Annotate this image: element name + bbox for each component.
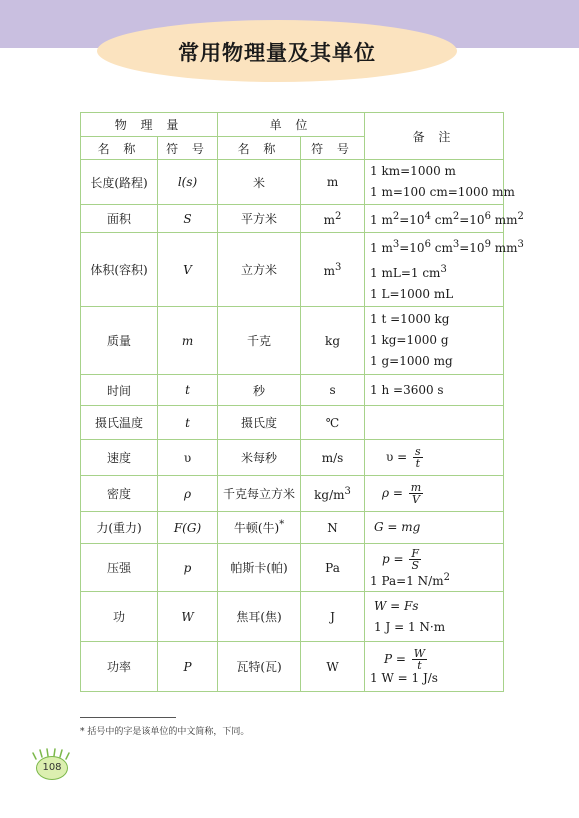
remark-cell	[365, 592, 504, 642]
header-name: 名 称	[81, 137, 158, 160]
quantity-symbol: F(G)	[158, 512, 218, 544]
header-symbol: 符 号	[158, 137, 218, 160]
table-row	[81, 592, 504, 642]
table-row	[81, 544, 504, 592]
quantity-symbol: p	[158, 544, 218, 592]
remark-cell	[365, 233, 524, 307]
unit-symbol: N	[301, 512, 365, 544]
unit-symbol: m	[323, 263, 336, 278]
remark-line: 1 W = 1 J/s	[370, 671, 438, 685]
quantity-symbol: P	[158, 642, 218, 692]
unit-symbol: s	[301, 375, 365, 406]
quantity-symbol: l(s)	[158, 160, 218, 205]
page-number: 108	[36, 756, 68, 780]
quantity-name: 摄氏温度	[81, 406, 158, 440]
quantity-name: 密度	[81, 476, 158, 512]
unit-name: 帕斯卡(帕)	[218, 544, 301, 592]
header-unit-symbol: 符 号	[301, 137, 365, 160]
density-formula: ρ = $\frac{m}{V}$	[382, 481, 422, 506]
remark-line: W = Fs	[374, 598, 419, 613]
remark-cell	[365, 406, 504, 440]
remark-line: 1 h =3600 s	[370, 382, 444, 397]
remark-line: 1 km=1000 m	[370, 164, 456, 178]
table-row	[81, 307, 504, 375]
unit-symbol-cell: $kg/m^3$	[301, 476, 365, 512]
unit-name: 牛顿(牛)	[233, 521, 280, 535]
remark-cell	[365, 440, 504, 476]
units-table	[80, 112, 524, 692]
unit-name: 瓦特(瓦)	[218, 642, 301, 692]
unit-symbol: Pa	[301, 544, 365, 592]
table-row	[81, 233, 504, 307]
unit-name: 千克	[218, 307, 301, 375]
quantity-symbol: V	[158, 233, 218, 307]
table-row	[81, 375, 504, 406]
unit-name: 立方米	[218, 233, 301, 307]
remark-line: 1 t =1000 kg	[370, 312, 450, 326]
remark-cell	[365, 512, 504, 544]
quantity-name: 体积(容积)	[81, 233, 158, 307]
table-row	[81, 642, 504, 692]
remark-line: 1 kg=1000 g	[370, 333, 449, 347]
quantity-symbol: m	[158, 307, 218, 375]
quantity-name: 面积	[81, 205, 158, 233]
table-row	[81, 440, 504, 476]
table-row	[81, 205, 504, 233]
unit-symbol-cell: $m^2$	[301, 205, 365, 233]
remark-cell	[365, 307, 504, 375]
remark-cell	[365, 160, 515, 205]
header-remark: 备 注	[365, 113, 504, 160]
quantity-symbol: S	[158, 205, 218, 233]
footnote-rule	[80, 717, 176, 718]
unit-name: 平方米	[218, 205, 301, 233]
quantity-symbol: t	[158, 375, 218, 406]
table-row	[81, 476, 504, 512]
quantity-symbol: W	[158, 592, 218, 642]
header-unit: 单 位	[218, 113, 365, 137]
unit-name: 米	[218, 160, 301, 205]
remark-volume-1: 1 $m^3=10^6$ $cm^3=10^9$ $mm^3$	[370, 239, 524, 255]
remark-line: 1 J = 1 N·m	[374, 619, 446, 634]
footnote-marker: *	[80, 727, 85, 737]
quantity-name: 质量	[81, 307, 158, 375]
header-quantity: 物 理 量	[81, 113, 218, 137]
unit-name: 摄氏度	[218, 406, 301, 440]
footnote	[80, 724, 249, 737]
quantity-name: 功	[81, 592, 158, 642]
quantity-symbol: ρ	[158, 476, 218, 512]
quantity-name: 长度(路程)	[81, 160, 158, 205]
remark-line: 1 Pa=1 $N/m^2$	[370, 571, 450, 588]
header-unit-name: 名 称	[218, 137, 301, 160]
unit-symbol: m/s	[301, 440, 365, 476]
remark-cell	[365, 642, 504, 692]
unit-name: 米每秒	[218, 440, 301, 476]
remark-cell	[365, 544, 504, 592]
header-row-1	[81, 113, 504, 137]
unit-symbol-cell: $m^3$	[301, 233, 365, 307]
table-row	[81, 512, 504, 544]
remark-line: 1 m=100 cm=1000 mm	[370, 185, 515, 199]
quantity-symbol: υ	[158, 440, 218, 476]
remark-line: 1 L=1000 mL	[370, 287, 454, 301]
unit-symbol: J	[301, 592, 365, 642]
remark-line: 1 mL=1 $cm^3$	[370, 264, 447, 280]
quantity-name: 功率	[81, 642, 158, 692]
remark-cell	[365, 476, 504, 512]
pressure-formula: p = $\frac{F}{S}$	[382, 546, 420, 572]
remark-cell	[365, 375, 504, 406]
unit-symbol: m	[301, 160, 365, 205]
unit-symbol: kg/m	[314, 487, 345, 502]
quantity-symbol: t	[158, 406, 218, 440]
power-formula: P = $\frac{W}{t}$	[384, 647, 426, 672]
footnote-marker: *	[279, 519, 285, 530]
unit-symbol: m	[323, 212, 336, 227]
remark-cell	[365, 205, 524, 233]
unit-name-cell	[218, 512, 301, 544]
unit-name: 秒	[218, 375, 301, 406]
unit-symbol: kg	[301, 307, 365, 375]
remark-line: 1 g=1000 mg	[370, 354, 453, 368]
remark-area: 1 $m^2=10^4$ $cm^2=10^6$ $mm^2$	[370, 211, 524, 227]
footnote-text: 括号中的字是该单位的中文简称，下同。	[87, 727, 250, 737]
table-row	[81, 160, 504, 205]
quantity-name: 压强	[81, 544, 158, 592]
table-row	[81, 406, 504, 440]
unit-name: 千克每立方米	[218, 476, 301, 512]
quantity-name: 时间	[81, 375, 158, 406]
unit-symbol: ℃	[301, 406, 365, 440]
velocity-formula: υ = $\frac{s}{t}$	[386, 445, 421, 470]
unit-symbol: W	[301, 642, 365, 692]
page-title: 常用物理量及其单位	[178, 41, 376, 65]
quantity-name: 力(重力)	[81, 512, 158, 544]
unit-name: 焦耳(焦)	[218, 592, 301, 642]
quantity-name: 速度	[81, 440, 158, 476]
remark-line: G = mg	[374, 520, 421, 534]
